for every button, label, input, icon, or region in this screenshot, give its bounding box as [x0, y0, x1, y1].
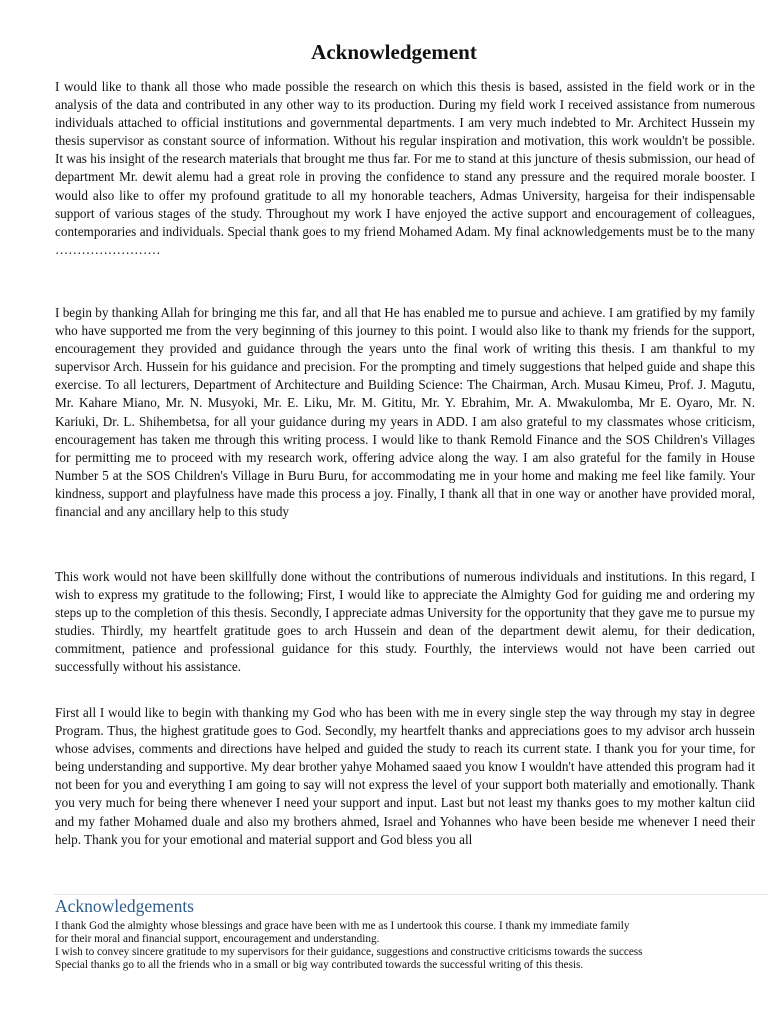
paragraph-1: I would like to thank all those who made possible the research on which this thesis is based, assisted in the field work or in the analysis of the data and contributed in any other way to its production. During my field work I received assistance from numerous individuals attached to official institutions and governmental departments. I am very much indebted to Mr. Architect Hussein my thesis supervisor as constant source of information. Without his regular inspiration and motivation, this work wouldn't be possible. It was his insight of the research materials that brought me thus far. For me to stand at this juncture of thesis submission, our head of department Mr. dewit alemu had a great role in proving the confidence to stand any pressure and the required morale booster. I would also like to offer my profound gratitude to all my honorable teachers, Admas University, hargeisa for their indispensable support of various stages of the study. Throughout my work I have enjoyed the active support and encouragement of colleagues, contemporaries and individuals. Special thank goes to my friend Mohamed Adam. My final acknowledgements must be to the many …………………… — [55, 79, 755, 257]
section-line: for their moral and financial support, encouragement and understanding. — [55, 933, 380, 945]
section-line: I thank God the almighty whose blessings and grace have been with me as I undertook this course. I thank my immediate family — [55, 920, 630, 932]
section-heading: Acknowledgements — [55, 896, 194, 916]
section-line: Special thanks go to all the friends who in a small or big way contributed towards the successful writing of this thesis. — [55, 959, 584, 971]
paragraph-3: This work would not have been skillfully done without the contributions of numerous individuals and institutions. In this regard, I wish to express my gratitude to the following; First, I would like to appreciate the Almighty God for guiding me and ordering my steps up to the completion of this thesis. Secondly, I appreciate admas University for the opportunity that they gave me to pursue my studies. Thirdly, my heartfelt gratitude goes to arch Hussein and dean of the department dewit alemu, for their dedication, commitment, patience and professional guidance for this study. Fourthly, the interviews would not have been carried out successfully without his assistance. — [55, 569, 755, 675]
paragraph-4: First all I would like to begin with thanking my God who has been with me in every single step the way through my stay in degree Program. Thus, the highest gratitude goes to God. Secondly, my heartfelt thanks and appreciations goes to my advisor arch hussein whose advises, comments and directions have helped and guided the study to reach its current state. I thank you for your time, for being understanding and supportive. My dear brother yahye Mohamed saaed you know I wouldn't have attended this program had it not been for you and everything I am going to say will not express the level of your support both materially and emotionally. Thank you very much for being there whenever I need your support and input. Last but not least my thanks goes to my mother kaltun ciid and my father Mohamed duale and also my brothers ahmed, Israel and Yohannes who have been beside me whenever I need their help. Thank you for your emotional and material support and God bless you all — [55, 705, 755, 847]
section-divider — [54, 894, 768, 895]
paragraph-2: I begin by thanking Allah for bringing me this far, and all that He has enabled me to pursue and achieve. I am gratified by my family who have supported me from the very beginning of this journey to this point. I would also like to thank my friends for the support, encouragement they provided and guidance through the years unto the final work of writing this thesis. I am thankful to my supervisor Arch. Hussein for his guidance and precision. For the prompting and timely suggestions that helped guide and shape this exercise. To all lecturers, Department of Architecture and Building Science: The Chairman, Arch. Musau Kimeu, Prof. J. Magutu, Mr. Kahare Miano, Mr. N. Musyoki, Mr. E. Liku, Mr. M. Gititu, Mr. Y. Ebrahim, Mr. A. Mwakulomba, Mr E. Oyaro, Mr. N. Kariuki, Dr. L. Shihembetsa, for all your guidance during my years in ADD. I am also grateful to my classmates whose criticism, encouragement has taken me through this writing process. I would like to thank Remold Finance and the SOS Children's Villages for permitting me to proceed with my research work, offering advice along the way. I am also grateful for the family in House Number 5 at the SOS Children's Village in Buru Buru, for accommodating me in your home and making me feel like family. Your kindness, support and playfulness have made this process a joy. Finally, I thank all that in one way or another have provided moral, financial and any ancillary help to this study — [55, 305, 755, 520]
section-line: I wish to convey sincere gratitude to my supervisors for their guidance, suggestions and constructive criticisms towards the success — [55, 946, 643, 958]
section-text-block — [55, 920, 768, 972]
page-title: Acknowledgement — [311, 40, 477, 64]
